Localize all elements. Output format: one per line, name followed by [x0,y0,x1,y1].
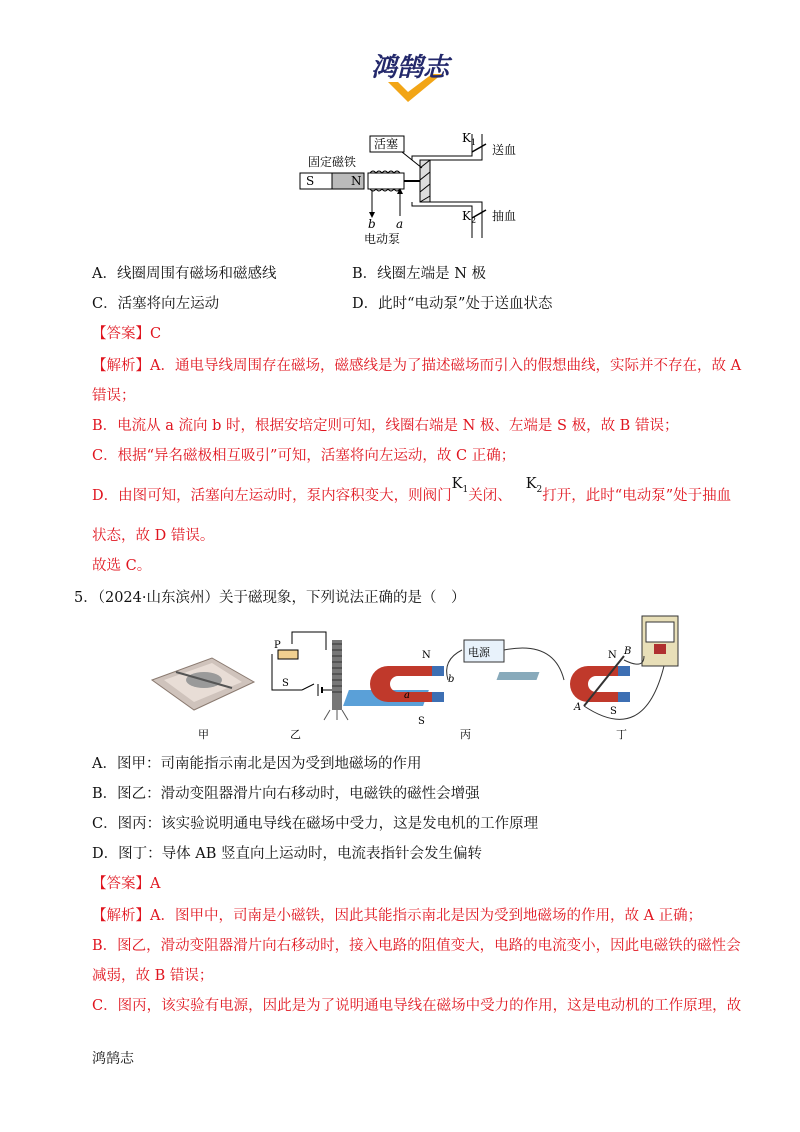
fig1-draw-label: 抽血 [492,209,517,223]
fig2-b-label: b [448,674,455,685]
figure-magnetism-experiments [142,610,682,742]
fig1-send-label: 送血 [492,143,517,157]
fig2-label-yi: 乙 [290,728,301,741]
q5-stem: 5．（2024·山东滨州）关于磁现象，下列说法正确的是（ ） [74,590,466,606]
logo-text: 鸿鹄志 [370,53,450,83]
q5-analysis-line: C．图丙，该实验有电源，因此是为了说明通电导线在磁场中受力的作用，这是电动机的工作原理，故 [92,998,742,1014]
fig2-label-bing: 丙 [460,728,471,741]
q4-option-a: A．线圈周围有磁场和磁感线 [92,266,277,282]
fig1-b-label: b [368,217,376,231]
q5-option-d: D．图丁：导体 AB 竖直向上运动时，电流表指针会发生偏转 [92,846,482,862]
fig1-s-label: S [306,174,315,188]
q4-analysis-line: C．根据“异名磁极相互吸引”可知，活塞将向左运动，故 C 正确； [92,448,516,464]
q4-analysis-line: 【解析】A．通电导线周围存在磁场，磁感线是为了描述磁场而引入的假想曲线，实际并不存在，故 A [92,358,742,374]
fig1-piston-label: 活塞 [374,137,399,151]
fig2-label-jia: 甲 [198,728,209,741]
q5-answer: 【答案】A [92,876,161,892]
fig2-s3-label: S [610,706,617,717]
logo [350,52,470,110]
q4-analysis-d: D．由图可知，活塞向左运动时，泵内容积变大，则阀门$K_1$关闭、$K_2$打开，此时“电动泵”处于抽血 [92,476,732,504]
fig2-s2-label: S [418,716,425,727]
q4-analysis-d-line2: 状态，故 D 错误。 [92,528,215,544]
fig2-B-label: B [624,646,632,657]
q4-option-c: C．活塞将向左运动 [92,296,220,312]
figure-electric-pump [296,128,546,248]
fig1-pump-label: 电动泵 [364,232,401,246]
q4-option-d: D．此时“电动泵”处于送血状态 [352,296,553,312]
fig1-n-label: N [351,174,362,188]
fig2-p-label: P [274,640,281,651]
fig1-fixed-magnet-label: 固定磁铁 [308,155,357,169]
q5-analysis-line: 减弱，故 B 错误； [92,968,214,984]
q5-analysis-line: 【解析】A．图甲中，司南是小磁铁，因此其能指示南北是因为受到地磁场的作用，故 A 正确； [92,908,703,924]
fig2-label-ding: 丁 [616,728,627,741]
fig2-n-label: N [422,650,431,661]
q4-analysis-line: B．电流从 a 流向 b 时，根据安培定则可知，线圈右端是 N 极、左端是 S 极，故 B 错误； [92,418,679,434]
q5-analysis-line: B．图乙，滑动变阻器滑片向右移动时，接入电路的阻值变大，电路的电流变小，因此电磁铁的磁性会 [92,938,741,954]
fig1-a-label: a [396,217,404,231]
q4-answer: 【答案】C [92,326,162,342]
fig2-power-label: 电源 [468,646,490,659]
fig2-n2-label: N [608,650,617,661]
fig2-s-label: S [282,678,289,689]
fig1-k1-label: $K_1$ [462,131,477,147]
q5-option-c: C．图丙：该实验说明通电导线在磁场中受力，这是发电机的工作原理 [92,816,539,832]
fig2-A-label: A [574,702,582,713]
fig1-k2-label: $K_2$ [462,209,477,225]
footer-text: 鸿鹄志 [92,1051,134,1067]
fig2-a-label: a [404,690,410,701]
q4-option-b: B．线圈左端是 N 极 [352,266,487,282]
q5-option-a: A．图甲：司南能指示南北是因为受到地磁场的作用 [92,756,422,772]
q4-analysis-line: 错误； [92,388,136,404]
q5-option-b: B．图乙：滑动变阻器滑片向右移动时，电磁铁的磁性会增强 [92,786,480,802]
q4-conclusion: 故选 C。 [92,558,152,574]
